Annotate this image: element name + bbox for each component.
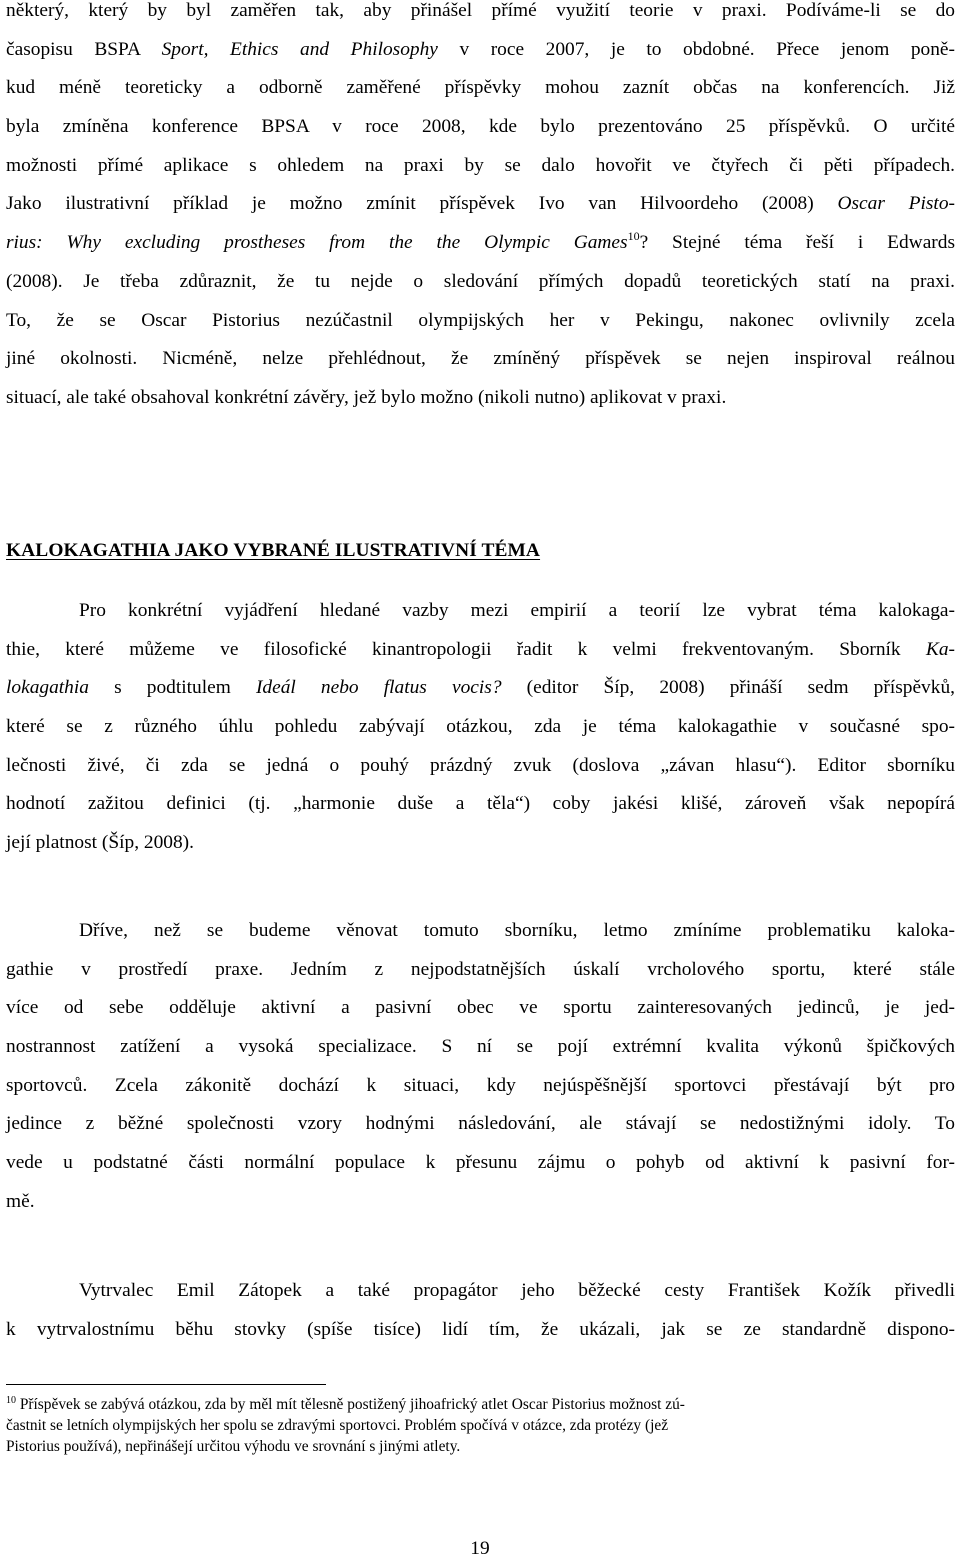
footnote-line: častnit se letních olympijských her spolu se zdravými sportovci. Problém spočívá v otázce, zda protézy (jež bbox=[6, 1417, 669, 1434]
text-line: Pro konkrétní vyjádření hledané vazby mezi empirií a teorií lze vybrat téma kalokaga- bbox=[79, 600, 955, 621]
paragraph-2 bbox=[6, 592, 955, 863]
text-line: Dříve, než se budeme věnovat tomuto sborníku, letmo zmíníme problematiku kaloka- bbox=[79, 920, 955, 941]
text-line: kud méně teoreticky a odborně zaměřené příspěvky mohou zaznít občas na konferencích. Již bbox=[6, 77, 955, 99]
text-line: lokagathia s podtitulem Ideál nebo flatus vocis? (editor Šíp, 2008) přináší sedm příspěvků, bbox=[6, 677, 955, 699]
text-line: lečnosti živé, či zda se jedná o pouhý prázdný zvuk (doslova „závan hlasu“). Editor sborníku bbox=[6, 754, 955, 776]
paragraph-1 bbox=[6, 0, 955, 418]
paragraph-4 bbox=[6, 1272, 955, 1349]
text-line: k vytrvalostnímu běhu stovky (spíše tisíce) lidí tím, že ukázali, jak se ze standardně dispono- bbox=[6, 1318, 955, 1340]
journal-title: Sport, Ethics and Philosophy bbox=[161, 38, 438, 60]
section-heading: KALOKAGATHIA JAKO VYBRANÉ ILUSTRATIVNÍ TÉMA bbox=[6, 540, 541, 561]
text-line: Vytrvalec Emil Zátopek a také propagátor jeho běžecké cesty František Kožík přivedli bbox=[79, 1280, 955, 1301]
text-line: (2008). Je třeba zdůraznit, že tu nejde o sledování přímých dopadů teoretických statí na praxi. bbox=[6, 270, 955, 292]
text-line: nostrannost zatížení a vysoká specializace. S ní se pojí extrémní kvalita výkonů špičkových bbox=[6, 1036, 955, 1058]
paper-title: rius: Why excluding prostheses from the the Olympic Games bbox=[6, 232, 628, 254]
text-line: její platnost (Šíp, 2008). bbox=[6, 832, 194, 854]
text-line: rius: Why excluding prostheses from the the Olympic Games$^{10}$? Stejné téma řeší i Edwards bbox=[6, 229, 955, 254]
text-line: byla zmíněna konference BPSA v roce 2008, kde bylo prezentováno 25 příspěvků. O určité bbox=[6, 116, 955, 138]
footnote-number: 10 bbox=[6, 1395, 16, 1406]
footnote-line: $^{10}$ Příspěvek se zabývá otázkou, zda by měl mít tělesně postižený jihoafrický atlet Oscar Pistorius možnost zú- bbox=[6, 1395, 685, 1413]
paper-title: Oscar Pisto- bbox=[837, 193, 955, 215]
text-line: časopisu BSPA Sport, Ethics and Philosophy v roce 2007, je to obdobné. Přece jenom poně- bbox=[6, 38, 955, 60]
footnote-separator bbox=[6, 1384, 326, 1385]
text-line: některý, který by byl zaměřen tak, aby přinášel přímé využití teorie v praxi. Podíváme-li se do bbox=[6, 0, 955, 21]
page-number: 19 bbox=[470, 1538, 490, 1559]
footnote-line: Pistorius používá), nepřinášejí určitou výhodu ve srovnání s jinými atlety. bbox=[6, 1438, 461, 1455]
text-line: hodnotí zažitou definici (tj. „harmonie duše a těla“) coby jakési klišé, zároveň však nepopírá bbox=[6, 793, 955, 815]
text-line: jedince z běžné společnosti vzory hodnými následování, ale stávají se nedostižnými idoly. To bbox=[6, 1113, 955, 1135]
text-line: gathie v prostředí praxe. Jedním z nejpodstatnějších úskalí vrcholového sportu, které stále bbox=[6, 958, 955, 980]
text-line: situací, ale také obsahoval konkrétní závěry, jež bylo možno (nikoli nutno) aplikovat v praxi. bbox=[6, 386, 727, 408]
footnote-reference: 10 bbox=[627, 229, 640, 244]
text-line: více od sebe odděluje aktivní a pasivní obec ve sportu zainteresovaných jedinců, je jed- bbox=[6, 997, 955, 1019]
paragraph-3 bbox=[6, 912, 955, 1222]
text-line: To, že se Oscar Pistorius nezúčastnil olympijských her v Pekingu, nakonec ovlivnily zcela bbox=[6, 309, 955, 331]
text-line: možnosti přímé aplikace s ohledem na praxi by se dalo hovořit ve čtyřech či pěti případech. bbox=[6, 154, 955, 176]
text-line: jiné okolnosti. Nicméně, nelze přehlédnout, že zmíněný příspěvek se nejen inspiroval reálnou bbox=[6, 348, 955, 370]
text-line: thie, které můžeme ve filosofické kinantropologii řadit k velmi frekventovaným. Sborník Ka- bbox=[6, 638, 955, 660]
footnote bbox=[6, 1394, 955, 1457]
text-line: vede u podstatné části normální populace k přesunu zájmu o pohyb od aktivní k pasivní for- bbox=[6, 1152, 955, 1174]
text-line: mě. bbox=[6, 1190, 35, 1212]
text-line: které se z různého úhlu pohledu zabývají otázkou, zda je téma kalokagathie v současné spo- bbox=[6, 716, 955, 738]
text-line: sportovců. Zcela zákonitě dochází k situaci, kdy nejúspěšnější sportovci přestávají být pro bbox=[6, 1074, 955, 1096]
text-line: Jako ilustrativní příklad je možno zmínit příspěvek Ivo van Hilvoordeho (2008) Oscar Pisto- bbox=[6, 193, 955, 215]
